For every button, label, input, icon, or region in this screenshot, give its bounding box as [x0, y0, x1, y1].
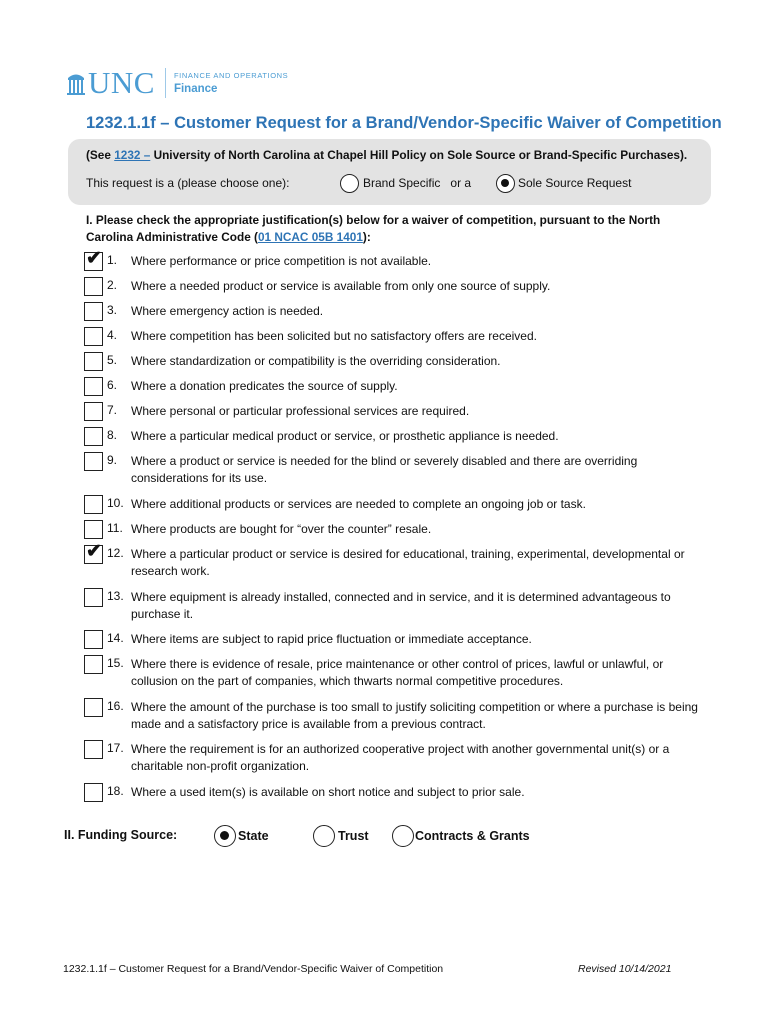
justification-text: Where personal or particular professional services are required.	[131, 404, 470, 418]
policy-reference: (See 1232 – University of North Carolina at Chapel Hill Policy on Sole Source or Brand-Specific Purchases).	[86, 148, 688, 162]
justification-checkbox-15[interactable]	[84, 655, 103, 674]
policy-link[interactable]: 1232 –	[114, 148, 151, 162]
funding-source-label: II. Funding Source:	[64, 828, 178, 842]
justification-text: Where a needed product or service is available from only one source of supply.	[131, 279, 551, 293]
logo-divider	[165, 68, 166, 98]
justification-checkbox-3[interactable]	[84, 302, 103, 321]
justification-text: Where a used item(s) is available on short notice and subject to prior sale.	[131, 785, 525, 799]
justification-checkbox-17[interactable]	[84, 740, 103, 759]
justification-checkbox-16[interactable]	[84, 698, 103, 717]
justification-checkbox-10[interactable]	[84, 495, 103, 514]
footer-form-name: 1232.1.1f – Customer Request for a Brand/Vendor-Specific Waiver of Competition	[63, 963, 444, 975]
logo-subtitle: FINANCE AND OPERATIONS	[173, 71, 289, 80]
old-well-icon	[66, 70, 86, 96]
justification-checkbox-2[interactable]	[84, 277, 103, 296]
justification-text: Where a product or service is needed for the blind or severely disabled and there are overriding considerations for its use.	[131, 454, 638, 485]
funding-contracts-radio[interactable]	[392, 825, 414, 847]
justification-text: Where products are bought for “over the counter” resale.	[131, 522, 432, 536]
justification-number: 6.	[107, 378, 118, 392]
justification-number: 15.	[107, 656, 124, 670]
justification-checkbox-11[interactable]	[84, 520, 103, 539]
justification-checkbox-6[interactable]	[84, 377, 103, 396]
brand-specific-radio[interactable]	[340, 174, 359, 193]
justification-heading: I. Please check the appropriate justification(s) below for a waiver of competition, pursuant to the North Carolina Administrative Code (01 NCAC 05B 1401):	[86, 213, 661, 244]
justification-text: Where competition has been solicited but no satisfactory offers are received.	[131, 329, 537, 343]
justification-text: Where there is evidence of resale, price maintenance or other control of prices, lawful or unlawful, or collusion on the part of companies, which thwarts normal competitive procedures.	[131, 657, 664, 688]
justification-checkbox-13[interactable]	[84, 588, 103, 607]
justification-number: 13.	[107, 589, 124, 603]
justification-text: Where a donation predicates the source of supply.	[131, 379, 398, 393]
justification-number: 17.	[107, 741, 124, 755]
justification-checkbox-1[interactable]	[84, 248, 103, 271]
justification-text: Where a particular product or service is desired for educational, training, experimental, developmental or research work.	[131, 547, 685, 578]
justification-checkbox-12[interactable]	[84, 541, 103, 564]
funding-trust-radio[interactable]	[313, 825, 335, 847]
justification-number: 16.	[107, 699, 124, 713]
justification-number: 1.	[107, 253, 118, 267]
justification-text: Where standardization or compatibility is the overriding consideration.	[131, 354, 501, 368]
justification-text: Where performance or price competition is not available.	[131, 254, 432, 268]
justification-number: 4.	[107, 328, 118, 342]
justification-number: 18.	[107, 784, 124, 798]
funding-trust-label: Trust	[338, 829, 369, 843]
funding-contracts-label: Contracts & Grants	[415, 829, 530, 843]
funding-state-radio[interactable]	[214, 825, 236, 847]
justification-text: Where a particular medical product or service, or prosthetic appliance is needed.	[131, 429, 559, 443]
justification-number: 11.	[107, 521, 123, 535]
justification-checkbox-5[interactable]	[84, 352, 103, 371]
logo-dept: Finance	[173, 83, 218, 95]
justification-text: Where the requirement is for an authorized cooperative project with another governmental unit(s) or a charitable non-profit organization.	[131, 742, 670, 773]
form-title: 1232.1.1f – Customer Request for a Brand/Vendor-Specific Waiver of Competition	[86, 114, 722, 132]
ncac-link[interactable]: 01 NCAC 05B 1401	[257, 230, 363, 244]
justification-number: 3.	[107, 303, 118, 317]
footer-revised-date: Revised 10/14/2021	[578, 963, 672, 975]
justification-text: Where emergency action is needed.	[131, 304, 324, 318]
justification-number: 7.	[107, 403, 118, 417]
justification-number: 9.	[107, 453, 118, 467]
sole-source-radio[interactable]	[496, 174, 515, 193]
justification-checkbox-14[interactable]	[84, 630, 103, 649]
justification-checkbox-4[interactable]	[84, 327, 103, 346]
justification-checkbox-8[interactable]	[84, 427, 103, 446]
justification-text: Where additional products or services are needed to complete an ongoing job or task.	[131, 497, 586, 511]
justification-number: 5.	[107, 353, 118, 367]
justification-checkbox-7[interactable]	[84, 402, 103, 421]
checkmark-icon: ✔	[86, 248, 102, 269]
sole-source-label: Sole Source Request	[518, 176, 632, 190]
unc-logo	[66, 66, 288, 100]
justification-number: 10.	[107, 496, 124, 510]
brand-specific-label: Brand Specific or a	[363, 176, 472, 190]
justification-checkbox-9[interactable]	[84, 452, 103, 471]
logo-unc-text: UNC	[88, 65, 155, 100]
justification-number: 2.	[107, 278, 118, 292]
justification-checkbox-18[interactable]	[84, 783, 103, 802]
justification-number: 8.	[107, 428, 118, 442]
justification-number: 12.	[107, 546, 124, 560]
request-type-label: This request is a (please choose one):	[86, 176, 290, 190]
justification-number: 14.	[107, 631, 124, 645]
funding-state-label: State	[238, 829, 269, 843]
justification-text: Where the amount of the purchase is too small to justify soliciting competition or where a purchase is being made and a satisfactory price is available from a previous contract.	[131, 700, 698, 731]
checkmark-icon: ✔	[86, 541, 102, 562]
justification-text: Where items are subject to rapid price fluctuation or immediate acceptance.	[131, 632, 532, 646]
justification-text: Where equipment is already installed, connected and in service, and it is determined advantageous to purchase it.	[131, 590, 671, 621]
